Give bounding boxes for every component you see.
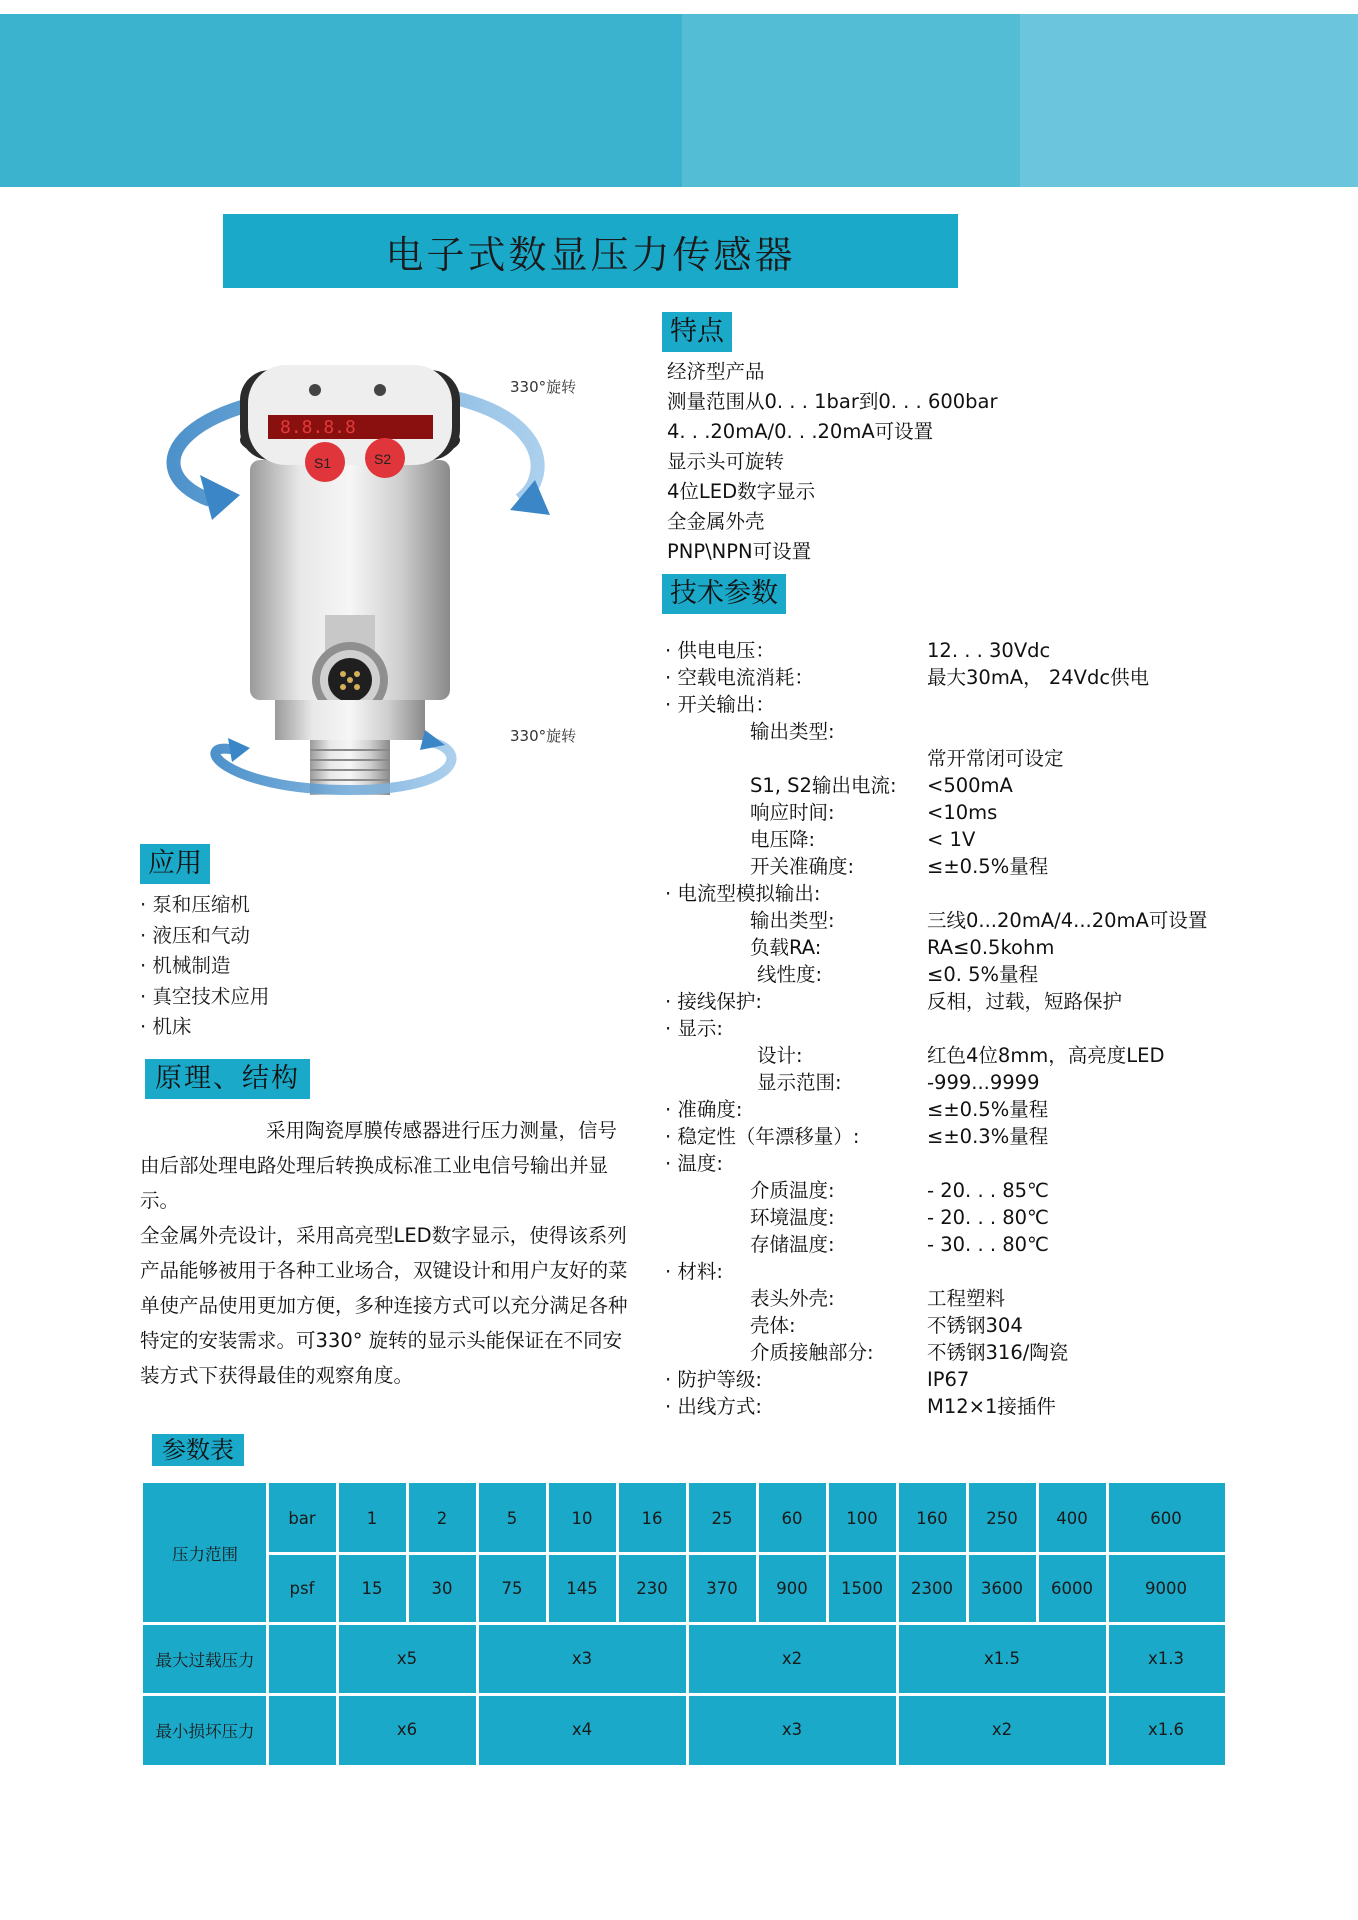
feature-item: 测量范围从0. . . 1bar到0. . . 600bar: [667, 390, 998, 413]
spec-label: 输出类型:: [750, 909, 835, 932]
spec-label: 设计:: [757, 1044, 803, 1067]
page-title-box: [223, 214, 958, 288]
min-damage-cell: x1.6: [1147, 1720, 1184, 1739]
psf-value-cell: 15: [361, 1578, 383, 1598]
spec-value: 最大30mA， 24Vdc供电: [927, 666, 1150, 689]
product-image: [140, 350, 610, 820]
spec-value: ≤±0.3%量程: [927, 1125, 1049, 1148]
bar-value-cell: 100: [846, 1508, 878, 1528]
spec-value: IP67: [927, 1368, 970, 1391]
bar-value-cell: 600: [1150, 1508, 1182, 1528]
spec-value: ≤0. 5%量程: [927, 963, 1039, 986]
min-damage-cell: x4: [571, 1720, 593, 1739]
features-list: [667, 357, 998, 567]
psf-value-cell: 6000: [1051, 1578, 1093, 1598]
s1-button-label: S1: [314, 455, 332, 471]
feature-item: 全金属外壳: [667, 510, 765, 533]
spec-value: 12. . . 30Vdc: [927, 639, 1051, 662]
spec-label: · 稳定性（年漂移量）:: [665, 1125, 860, 1148]
spec-label: S1, S2输出电流:: [750, 774, 897, 797]
bar-value-cell: 25: [711, 1508, 733, 1528]
param-table: [143, 1483, 1225, 1765]
min-damage-cell: x6: [396, 1720, 418, 1739]
psf-value-cell: 1500: [841, 1578, 883, 1598]
banner-segment: [1020, 14, 1358, 187]
banner-segment: [0, 14, 682, 187]
s2-button-label: S2: [374, 451, 392, 467]
bar-value-cell: 160: [916, 1508, 948, 1528]
application-item: · 真空技术应用: [140, 984, 270, 1008]
spec-label: 电压降:: [750, 828, 816, 851]
spec-label: 介质温度:: [750, 1179, 835, 1202]
specs-heading: 技术参数: [662, 574, 786, 614]
max-overload-cell: x2: [781, 1649, 803, 1668]
feature-item: 4位LED数字显示: [667, 480, 816, 503]
spec-value: RA≤0.5kohm: [927, 936, 1055, 959]
spec-label: · 显示:: [665, 1017, 723, 1040]
psf-value-cell: 370: [706, 1578, 738, 1598]
rotation-label-bottom: 330°旋转: [510, 727, 577, 745]
pressure-sensor-illustration: [140, 350, 610, 820]
bar-value-cell: 10: [571, 1508, 593, 1528]
spec-label: 表头外壳:: [750, 1287, 835, 1310]
min-damage-label: 最小损坏压力: [155, 1721, 255, 1741]
min-damage-cell: x2: [991, 1720, 1013, 1739]
spec-label: · 防护等级:: [665, 1368, 762, 1391]
spec-label: 线性度:: [757, 963, 823, 986]
banner-segment: [682, 14, 1020, 187]
features-heading: 特点: [662, 312, 732, 352]
spec-label: · 空载电流消耗：: [665, 666, 814, 689]
spec-label: 开关准确度:: [750, 855, 855, 878]
bar-value-cell: 2: [436, 1508, 448, 1528]
spec-value: 三线0...20mA/4...20mA可设置: [927, 909, 1208, 932]
bar-value-cell: 5: [506, 1508, 518, 1528]
table-divider: [143, 1693, 1225, 1696]
psf-value-cell: 230: [636, 1578, 668, 1598]
psf-value-cell: 900: [776, 1578, 808, 1598]
spec-value: ≤±0.5%量程: [927, 1098, 1049, 1121]
spec-label: 存储温度:: [750, 1233, 835, 1256]
spec-label: 显示范围:: [757, 1071, 842, 1094]
table-divider: [143, 1622, 1225, 1625]
spec-label: 壳体:: [750, 1314, 796, 1337]
bar-value-cell: 400: [1056, 1508, 1088, 1528]
spec-label: · 温度:: [665, 1152, 723, 1175]
spec-value: - 20. . . 85℃: [927, 1179, 1049, 1202]
bar-value-cell: 250: [986, 1508, 1018, 1528]
rotation-label-top: 330°旋转: [510, 378, 577, 396]
bar-value-cell: 1: [366, 1508, 378, 1528]
top-banner: [0, 14, 1358, 187]
spec-value: 常开常闭可设定: [927, 747, 1064, 770]
spec-label: · 开关输出：: [665, 693, 775, 716]
applications-heading: 应用: [140, 844, 210, 884]
spec-value: -999...9999: [927, 1071, 1040, 1094]
principle-heading: 原理、结构: [145, 1059, 310, 1099]
feature-item: 显示头可旋转: [667, 450, 785, 473]
feature-item: PNP\NPN可设置: [667, 540, 812, 563]
feature-item: 经济型产品: [667, 360, 765, 383]
spec-value: 工程塑料: [927, 1287, 1006, 1310]
principle-paragraph: 全金属外壳设计，采用高亮型LED数字显示，使得该系列产品能够被用于各种工业场合，双键设计和用户友好的菜单使产品使用更加方便，多种连接方式可以充分满足各种特定的安装需求。可330° 旋转的显示头能保证在不同安装方式下获得最佳的观察角度。: [140, 1224, 628, 1387]
max-overload-cell: x5: [396, 1649, 418, 1668]
psf-value-cell: 3600: [981, 1578, 1023, 1598]
spec-value: 不锈钢304: [927, 1314, 1023, 1337]
psf-value-cell: 30: [431, 1578, 453, 1598]
bar-value-cell: 60: [781, 1508, 803, 1528]
spec-label: 负载RA:: [750, 936, 822, 959]
table-divider: [267, 1552, 1225, 1555]
psf-value-cell: 75: [501, 1578, 523, 1598]
application-item: · 机床: [140, 1015, 192, 1038]
max-overload-cell: x1.5: [983, 1649, 1020, 1668]
spec-label: 输出类型:: [750, 720, 835, 743]
unit-psf-label: psf: [289, 1578, 315, 1598]
svg-text:8.8.8.8: 8.8.8.8: [280, 417, 356, 438]
param-table-heading: 参数表: [152, 1434, 244, 1466]
spec-value: 反相，过载，短路保护: [927, 990, 1123, 1013]
psf-value-cell: 145: [566, 1578, 598, 1598]
spec-value: - 30. . . 80℃: [927, 1233, 1049, 1256]
spec-label: · 出线方式:: [665, 1395, 762, 1418]
spec-label: 环境温度:: [750, 1206, 835, 1229]
unit-bar-label: bar: [288, 1508, 316, 1528]
spec-label: · 材料:: [665, 1260, 723, 1283]
max-overload-cell: x3: [571, 1649, 593, 1668]
spec-value: 红色4位8mm，高亮度LED: [927, 1044, 1165, 1067]
spec-label: · 接线保护:: [665, 990, 762, 1013]
spec-value: <10ms: [927, 801, 998, 824]
application-item: · 机械制造: [140, 954, 231, 977]
psf-value-cell: 2300: [911, 1578, 953, 1598]
pressure-range-label: 压力范围: [172, 1545, 238, 1564]
spec-label: 介质接触部分:: [750, 1341, 874, 1364]
applications-list: [140, 890, 269, 1043]
spec-label: · 供电电压：: [665, 639, 775, 662]
principle-text: [140, 1113, 630, 1393]
max-overload-cell: x1.3: [1147, 1649, 1184, 1668]
spec-value: < 1V: [927, 828, 976, 851]
spec-value: 不锈钢316/陶瓷: [927, 1341, 1069, 1364]
principle-paragraph: 采用陶瓷厚膜传感器进行压力测量，信号由后部处理电路处理后转换成标准工业电信号输出并显示。: [140, 1119, 618, 1212]
application-item: · 泵和压缩机: [140, 893, 250, 916]
spec-value: <500mA: [927, 774, 1013, 797]
max-overload-label: 最大过载压力: [155, 1650, 255, 1670]
feature-item: 4. . .20mA/0. . .20mA可设置: [667, 420, 934, 443]
application-item: · 液压和气动: [140, 923, 250, 947]
spec-value: - 20. . . 80℃: [927, 1206, 1049, 1229]
bar-value-cell: 16: [641, 1508, 663, 1528]
spec-label: · 电流型模拟输出:: [665, 882, 821, 905]
spec-label: · 准确度:: [665, 1098, 743, 1121]
spec-value: M12×1接插件: [927, 1395, 1056, 1418]
page-title: 电子式数显压力传感器: [385, 232, 796, 277]
psf-value-cell: 9000: [1145, 1578, 1187, 1598]
min-damage-cell: x3: [781, 1720, 803, 1739]
spec-value: ≤±0.5%量程: [927, 855, 1049, 878]
spec-label: 响应时间:: [750, 801, 835, 824]
